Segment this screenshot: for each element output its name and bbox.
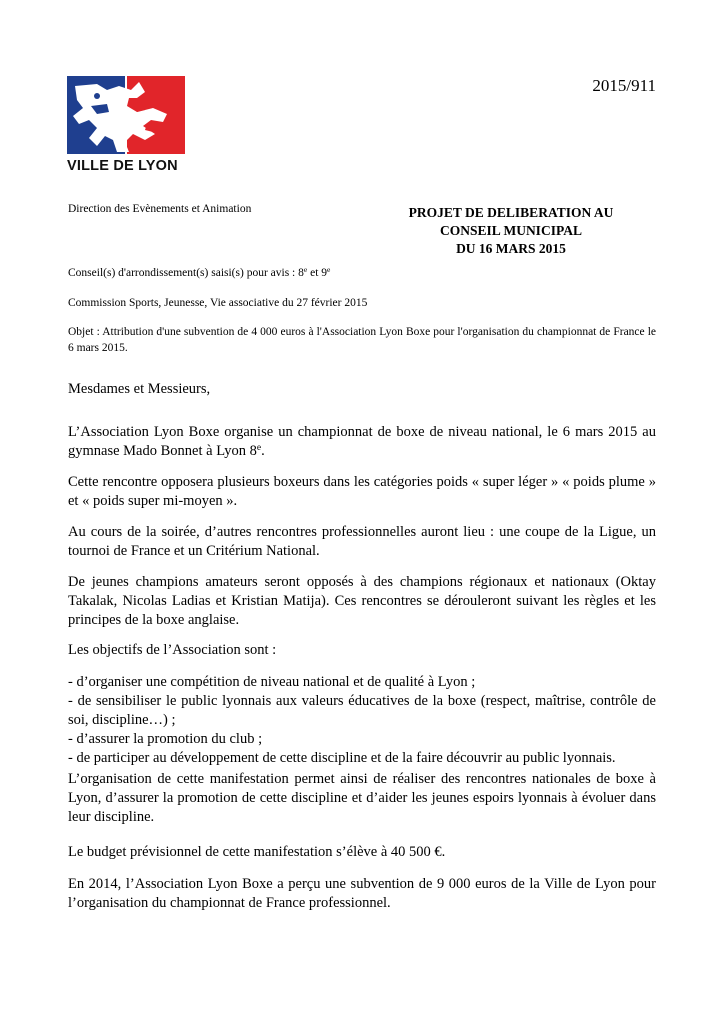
list-item: - d’organiser une compétition de niveau national et de qualité à Lyon ;	[68, 674, 476, 690]
projet-title-line-3: DU 16 MARS 2015	[456, 241, 566, 256]
paragraph-2: Cette rencontre opposera plusieurs boxeurs dans les catégories poids « super léger » « poids plume » et « poids super mi-moyen ».	[68, 474, 656, 509]
paragraph-1-end: .	[261, 443, 265, 459]
paragraph-1-sup: e	[256, 443, 262, 453]
direction-label: Direction des Evènements et Animation	[68, 203, 252, 215]
projet-title-line-1: PROJET DE DELIBERATION AU	[408, 205, 614, 220]
paragraph-7: Le budget prévisionnel de cette manifestation s’élève à 40 500 €.	[68, 844, 446, 860]
conseil-line	[68, 265, 656, 281]
objet-line: Objet : Attribution d'une subvention de 4 000 euros à l'Association Lyon Boxe pour l'organisation du championnat de France le 6 mars 2015.	[68, 326, 656, 354]
projet-title-line-2: CONSEIL MUNICIPAL	[440, 223, 582, 238]
paragraph-5: Les objectifs de l’Association sont :	[68, 642, 277, 658]
ville-de-lyon-logo	[67, 76, 185, 176]
salutation: Mesdames et Messieurs,	[68, 381, 211, 397]
paragraph-1	[68, 423, 656, 461]
paragraph-8: En 2014, l’Association Lyon Boxe a perçu une subvention de 9 000 euros de la Ville de Lyon pour l’organisation du championnat de France professionnel.	[68, 876, 656, 911]
list-item: - d’assurer la promotion du club ;	[68, 731, 263, 747]
paragraph-6: L’organisation de cette manifestation permet ainsi de réaliser des rencontres nationales de boxe à Lyon, d’assurer la promotion de cette discipline et d’aider les jeunes espoirs lyonnais à évoluer dans leur discipline.	[68, 771, 656, 825]
paragraph-4: De jeunes champions amateurs seront opposés à des champions régionaux et nationaux (Oktay Takalak, Nicolas Ladias et Kristian Matija). Ces rencontres se dérouleront suivant les règles et les principes de la boxe anglaise.	[68, 574, 656, 628]
list-item: - de participer au développement de cette discipline et de la faire découvrir au public lyonnais.	[68, 750, 616, 766]
projet-title	[380, 204, 642, 258]
conseil-text: Conseil(s) d'arrondissement(s) saisi(s) pour avis : 8	[68, 267, 304, 279]
conseil-sup-2: e	[327, 265, 331, 274]
logo-text: VILLE DE LYON	[67, 158, 178, 174]
paragraph-3: Au cours de la soirée, d’autres rencontres professionnelles auront lieu : une coupe de la Ligue, un tournoi de France et un Critérium National.	[68, 524, 656, 559]
list-item: - de sensibiliser le public lyonnais aux valeurs éducatives de la boxe (respect, maîtrise, contrôle de soi, discipline…) ;	[68, 693, 656, 728]
conseil-text-mid: et 9	[307, 267, 328, 279]
lion-emblem-icon	[67, 76, 185, 154]
paragraph-1-text: L’Association Lyon Boxe organise un championnat de boxe de niveau national, le 6 mars 2015 au gymnase Mado Bonnet à Lyon 8	[68, 424, 656, 459]
document-reference: 2015/911	[592, 76, 656, 95]
conseil-sup-1: e	[303, 265, 308, 274]
commission-line: Commission Sports, Jeunesse, Vie associative du 27 février 2015	[68, 297, 368, 309]
objectives-list	[68, 673, 656, 768]
